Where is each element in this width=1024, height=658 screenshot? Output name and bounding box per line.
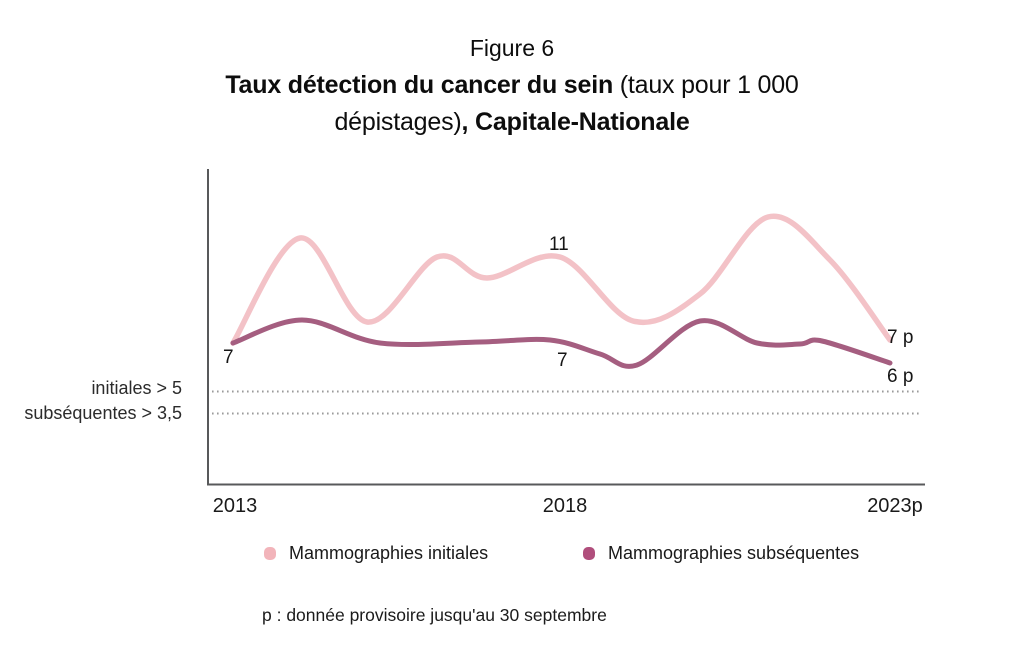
title-bold-part-2: , Capitale-Nationale [461,108,690,136]
figure-label: Figure 6 [469,35,555,61]
data-label-initiales-2013: 7 [223,347,234,368]
legend-item-initiales [264,543,488,564]
footnote-provisional: p : donnée provisoire jusqu'au 30 septembre [262,605,607,625]
data-label-initiales-2023: 7 p [887,327,914,348]
title-bold-part-1: Taux détection du cancer du sein [225,71,614,99]
title-regular-part-1: (taux pour 1 000 [613,71,799,99]
data-label-subsequentes-2023: 6 p [887,366,914,387]
legend-dot-initiales-icon [264,547,276,560]
x-tick-2023p: 2023p [867,495,923,517]
title-regular-part-2: dépistages) [334,108,462,136]
legend-item-subsequentes [583,543,859,564]
data-label-subsequentes-2018: 7 [557,350,568,371]
ref-label-initiales: initiales > 5 [91,378,182,398]
x-tick-2013: 2013 [212,495,258,517]
legend-label-subsequentes: Mammographies subséquentes [608,543,860,563]
legend-dot-subsequentes-icon [583,547,595,560]
x-tick-2018: 2018 [542,495,588,517]
ref-label-subsequentes: subséquentes > 3,5 [24,403,182,423]
data-label-initiales-2018: 11 [549,234,569,255]
legend-label-initiales: Mammographies initiales [289,543,489,563]
